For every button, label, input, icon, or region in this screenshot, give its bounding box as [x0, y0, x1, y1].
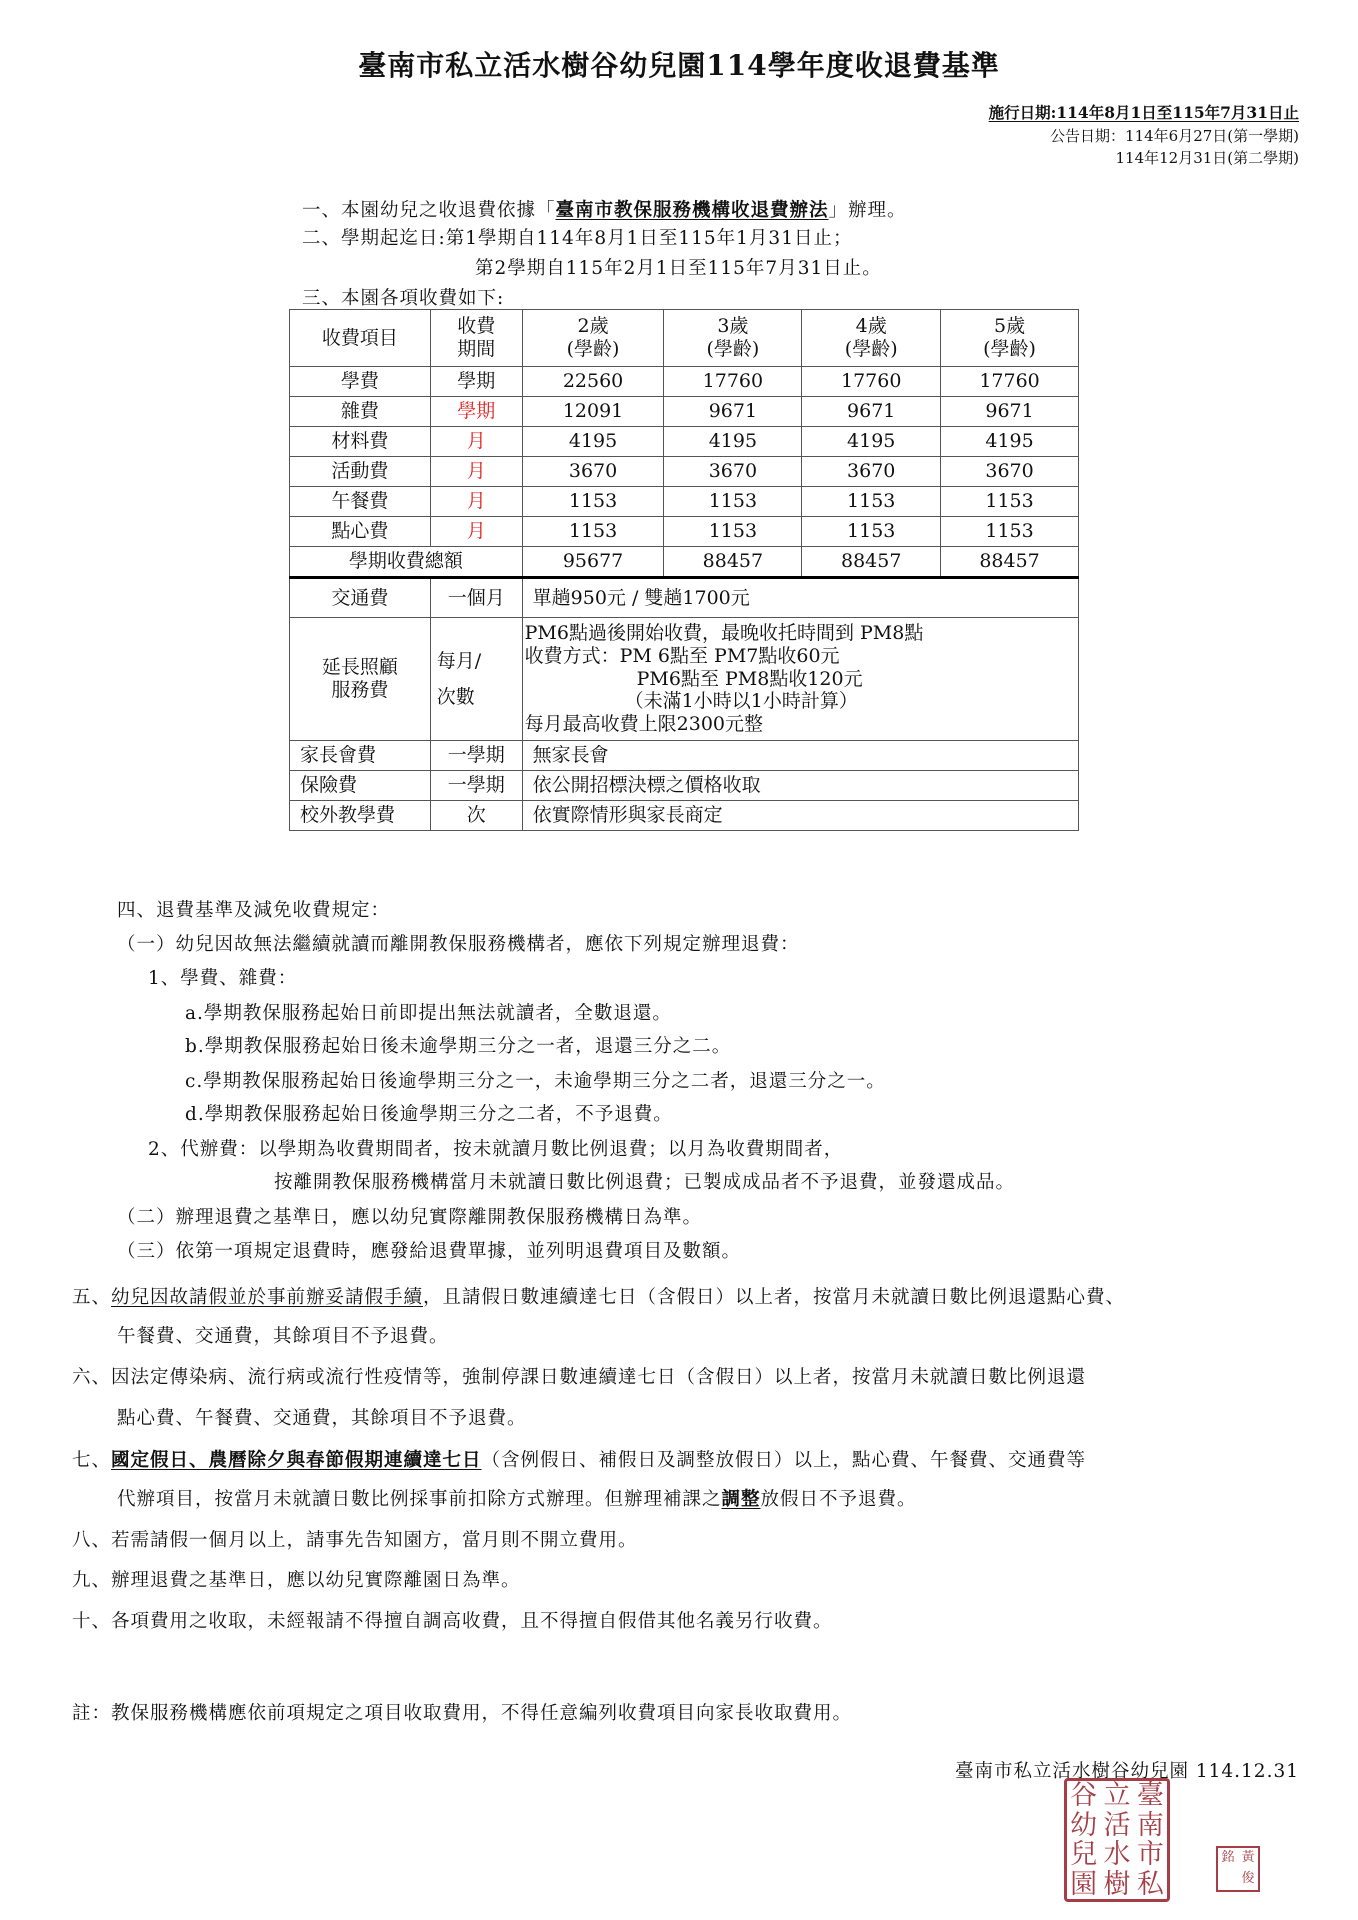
refund-p1-1: 1、學費、雜費：	[148, 968, 298, 989]
other-item: 校外教學費	[290, 800, 431, 830]
rule-6: 六、因法定傳染病、流行病或流行性疫情等，強制停課日數連續達七日（含假日）以上者，按當月未就讀日數比例退還	[72, 1367, 1087, 1388]
other-desc: 依實際情形與家長商定	[522, 800, 1078, 830]
fee-cell: 1153	[802, 517, 941, 547]
other-desc: 無家長會	[522, 740, 1078, 770]
regulation-name: 臺南市教保服務機構收退費辦法	[555, 200, 829, 221]
header-age5: 5歲 (學齡)	[941, 310, 1079, 367]
fee-row	[290, 397, 1079, 427]
rule-7-emphasis: 國定假日、農曆除夕與春節假期連續達七日	[111, 1450, 482, 1471]
extended-care-row	[290, 618, 1079, 741]
fee-period: 學期	[430, 367, 522, 397]
fee-row	[290, 487, 1079, 517]
rule-7: 七、國定假日、農曆除夕與春節假期連續達七日（含例假日、補假日及調整放假日）以上，點心費、午餐費、交通費等	[72, 1450, 1087, 1471]
fee-row	[290, 367, 1079, 397]
section-2-cont: 第2學期自115年2月1日至115年7月31日止。	[475, 258, 882, 279]
fee-cell: 1153	[802, 487, 941, 517]
fee-cell: 1153	[522, 517, 664, 547]
refund-c: c.學期教保服務起始日後逾學期三分之一，未逾學期三分之二者，退還三分之一。	[185, 1071, 886, 1092]
extended-line: 每月最高收費上限2300元整	[524, 713, 763, 736]
extended-line: （未滿1小時以1小時計算）	[624, 690, 858, 713]
section-2: 二、學期起迄日:第1學期自114年8月1日至115年1月31日止；	[302, 228, 853, 249]
refund-p1: （一）幼兒因故無法繼續就讀而離開教保服務機構者，應依下列規定辦理退費：	[117, 934, 800, 955]
announce-date-1: 公告日期：114年6月27日(第一學期)	[1050, 127, 1299, 145]
transport-desc: 單趟950元 / 雙趟1700元	[522, 578, 1078, 618]
transport-row	[290, 578, 1079, 618]
fee-cell: 3670	[941, 457, 1079, 487]
other-fee-row	[290, 740, 1079, 770]
fee-cell: 17760	[664, 367, 802, 397]
fee-item: 雜費	[290, 397, 431, 427]
other-fee-row	[290, 770, 1079, 800]
fee-cell: 1153	[522, 487, 664, 517]
extended-desc	[522, 618, 1078, 741]
school-seal: 臺 南 市 私 立 活 水 樹 谷 幼 兒 園	[1064, 1778, 1170, 1902]
table-header-row	[290, 310, 1079, 367]
fee-cell: 22560	[522, 367, 664, 397]
effective-date: 施行日期:114年8月1日至115年7月31日止	[988, 103, 1299, 122]
refund-p1-2: 2、代辦費：以學期為收費期間者，按未就讀月數比例退費；以月為收費期間者，	[148, 1139, 844, 1160]
rule-5-emphasis: 幼兒因故請假並於事前辦妥請假手續	[111, 1287, 424, 1308]
fee-row	[290, 517, 1079, 547]
rule-8: 八、若需請假一個月以上，請事先告知園方，當月則不開立費用。	[72, 1530, 638, 1551]
fee-cell: 3670	[522, 457, 664, 487]
fee-cell: 17760	[802, 367, 941, 397]
director-seal: 黃 銘 俊	[1216, 1846, 1260, 1892]
refund-d: d.學期教保服務起始日後逾學期三分之二者，不予退費。	[185, 1104, 673, 1125]
fee-row	[290, 457, 1079, 487]
fee-cell: 12091	[522, 397, 664, 427]
other-desc: 依公開招標決標之價格收取	[522, 770, 1078, 800]
other-item: 保險費	[290, 770, 431, 800]
header-period: 收費 期間	[430, 310, 522, 367]
rule-9: 九、辦理退費之基準日，應以幼兒實際離園日為準。	[72, 1570, 521, 1591]
extended-line: PM6點過後開始收費，最晚收托時間到 PM8點	[524, 622, 924, 644]
fee-item: 材料費	[290, 427, 431, 457]
refund-p3: （三）依第一項規定退費時，應發給退費單據，並列明退費項目及數額。	[117, 1241, 742, 1262]
fee-item: 活動費	[290, 457, 431, 487]
fee-cell: 9671	[664, 397, 802, 427]
total-row	[290, 547, 1079, 578]
extended-item: 延長照顧 服務費	[290, 618, 431, 741]
page-title: 臺南市私立活水樹谷幼兒園114學年度收退費基準	[358, 49, 1000, 82]
section-1-text: 一、本園幼兒之收退費依據「	[302, 200, 556, 221]
refund-p2: （二）辦理退費之基準日，應以幼兒實際離開教保服務機構日為準。	[117, 1207, 703, 1228]
other-period: 一學期	[430, 770, 522, 800]
other-period: 一學期	[430, 740, 522, 770]
total-cell: 88457	[802, 547, 941, 578]
rule-7-adjust: 調整	[721, 1489, 761, 1510]
extended-line: 收費方式：PM 6點至 PM7點收60元	[524, 644, 840, 667]
rule-7-cont: 代辦項目，按當月未就讀日數比例採事前扣除方式辦理。但辦理補課之調整放假日不予退費。	[117, 1489, 917, 1510]
section-1	[302, 196, 907, 222]
other-period: 次	[430, 800, 522, 830]
fee-cell: 3670	[664, 457, 802, 487]
fee-item: 學費	[290, 367, 431, 397]
other-item: 家長會費	[290, 740, 431, 770]
fee-period: 月	[430, 487, 522, 517]
fee-cell: 3670	[802, 457, 941, 487]
other-fee-row	[290, 800, 1079, 830]
fee-cell: 4195	[664, 427, 802, 457]
rule-10: 十、各項費用之收取，未經報請不得擅自調高收費，且不得擅自假借其他名義另行收費。	[72, 1611, 833, 1632]
total-cell: 88457	[941, 547, 1079, 578]
total-cell: 95677	[522, 547, 664, 578]
section-1-suffix: 」辦理。	[828, 200, 907, 221]
fee-period: 月	[430, 457, 522, 487]
fee-cell: 17760	[941, 367, 1079, 397]
total-label: 學期收費總額	[290, 547, 523, 578]
extended-line: PM6點至 PM8點收120元	[636, 667, 863, 690]
header-item: 收費項目	[290, 310, 431, 367]
transport-item: 交通費	[290, 578, 431, 618]
fee-item: 點心費	[290, 517, 431, 547]
fee-cell: 4195	[522, 427, 664, 457]
fee-period: 月	[430, 517, 522, 547]
fee-cell: 4195	[941, 427, 1079, 457]
header-age3: 3歲 (學齡)	[664, 310, 802, 367]
rule-5: 五、幼兒因故請假並於事前辦妥請假手續，且請假日數連續達七日（含假日）以上者，按當月未就讀日數比例退還點心費、	[72, 1287, 1126, 1308]
rule-6-cont: 點心費、午餐費、交通費，其餘項目不予退費。	[117, 1408, 527, 1429]
fee-row	[290, 427, 1079, 457]
fee-cell: 4195	[802, 427, 941, 457]
header-age4: 4歲 (學齡)	[802, 310, 941, 367]
transport-period: 一個月	[430, 578, 522, 618]
fee-cell: 1153	[941, 517, 1079, 547]
total-cell: 88457	[664, 547, 802, 578]
announce-date-2: 114年12月31日(第二學期)	[1115, 149, 1299, 167]
fee-cell: 1153	[664, 487, 802, 517]
section-3: 三、本園各項收費如下:	[302, 288, 505, 309]
fee-period: 學期	[430, 397, 522, 427]
extended-period: 每月/ 次數	[430, 618, 522, 741]
refund-a: a.學期教保服務起始日前即提出無法就讀者，全數退還。	[185, 1003, 672, 1024]
fee-cell: 1153	[664, 517, 802, 547]
fee-period: 月	[430, 427, 522, 457]
rule-5-cont: 午餐費、交通費，其餘項目不予退費。	[117, 1326, 449, 1347]
fee-cell: 1153	[941, 487, 1079, 517]
fee-table	[289, 309, 1079, 831]
note: 註：教保服務機構應依前項規定之項目收取費用，不得任意編列收費項目向家長收取費用。	[72, 1703, 853, 1724]
refund-b: b.學期教保服務起始日後未逾學期三分之一者，退還三分之二。	[185, 1036, 732, 1057]
fee-cell: 9671	[802, 397, 941, 427]
refund-p1-2-cont: 按離開教保服務機構當月未就讀日數比例退費；已製成成品者不予退費，並發還成品。	[274, 1172, 1016, 1193]
refund-heading: 四、退費基準及減免收費規定：	[117, 900, 391, 921]
signature: 臺南市私立活水樹谷幼兒園 114.12.31	[954, 1761, 1299, 1782]
header-age2: 2歲 (學齡)	[522, 310, 664, 367]
fee-cell: 9671	[941, 397, 1079, 427]
fee-item: 午餐費	[290, 487, 431, 517]
